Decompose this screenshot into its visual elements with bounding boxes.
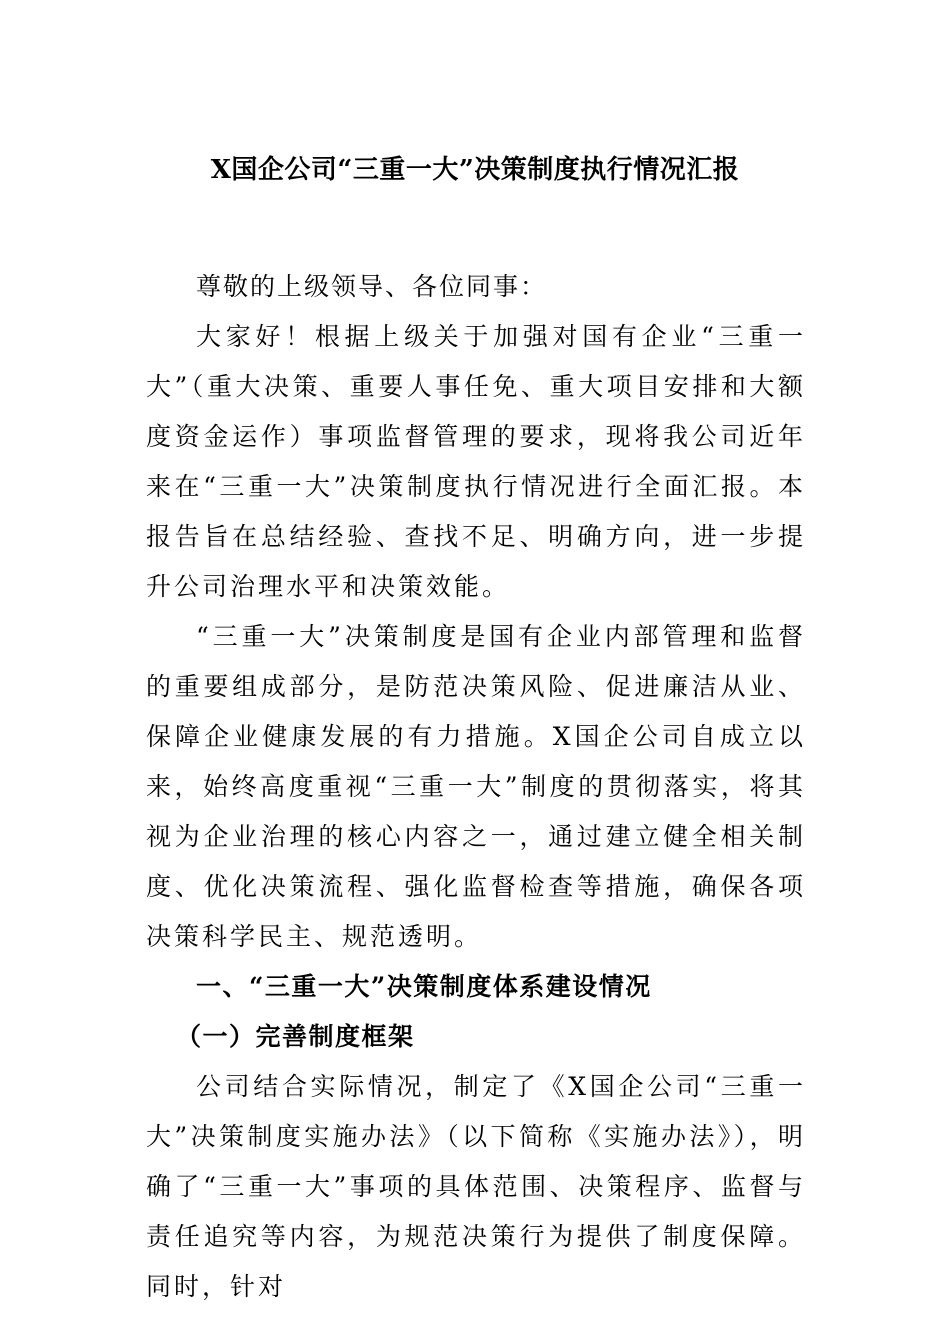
subsection-heading: （一）完善制度框架: [176, 1022, 415, 1051]
document-body: [146, 262, 806, 1312]
intro-paragraph: 大家好！根据上级关于加强对国有企业“三重一大”（重大决策、重要人事任免、重大项目安排和大额度资金运作）事项监督管理的要求，现将我公司近年来在“三重一大”决策制度执行情况进行全面汇报。本报告旨在总结经验、查找不足、明确方向，进一步提升公司治理水平和决策效能。: [146, 322, 806, 601]
subsection-paragraph: 公司结合实际情况，制定了《X国企公司“三重一大”决策制度实施办法》（以下简称《实施办法》），明确了“三重一大”事项的具体范围、决策程序、监督与责任追究等内容，为规范决策行为提供了制度保障。同时，针对: [146, 1072, 806, 1301]
background-paragraph: “三重一大”决策制度是国有企业内部管理和监督的重要组成部分，是防范决策风险、促进廉洁从业、保障企业健康发展的有力措施。X国企公司自成立以来，始终高度重视“三重一大”制度的贯彻落实，将其视为企业治理的核心内容之一，通过建立健全相关制度、优化决策流程、强化监督检查等措施，确保各项决策科学民主、规范透明。: [146, 622, 806, 951]
section-heading: 一、“三重一大”决策制度体系建设情况: [196, 972, 652, 1001]
document-title: X国企公司“三重一大”决策制度执行情况汇报: [210, 155, 740, 185]
greeting: 尊敬的上级领导、各位同事：: [196, 272, 548, 301]
